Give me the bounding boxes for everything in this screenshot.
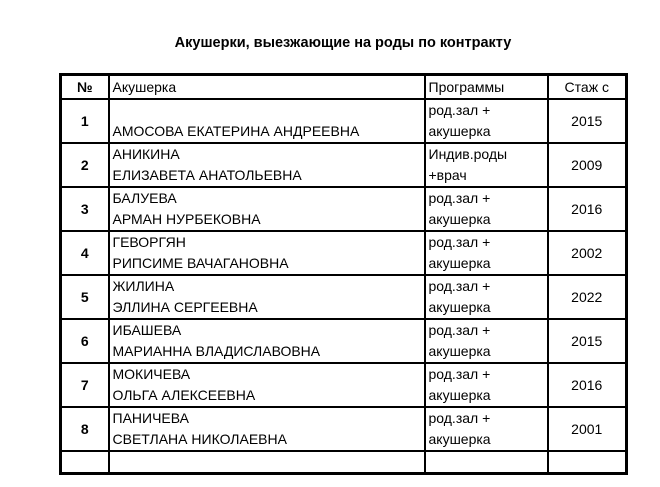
row-number: 6 bbox=[61, 319, 109, 363]
program-line-1: род.зал + bbox=[428, 410, 491, 426]
empty-cell bbox=[425, 451, 548, 474]
table-row bbox=[61, 319, 627, 363]
program-cell bbox=[425, 407, 548, 451]
row-number: 7 bbox=[61, 363, 109, 407]
empty-cell bbox=[548, 451, 627, 474]
program-line-1: род.зал + bbox=[428, 234, 491, 250]
program-line-1: род.зал + bbox=[428, 102, 491, 118]
header-programs: Программы bbox=[425, 75, 548, 100]
table-row bbox=[61, 407, 627, 451]
experience-year: 2001 bbox=[548, 407, 627, 451]
program-line-2: акушерка bbox=[428, 299, 491, 315]
midwife-name bbox=[109, 275, 425, 319]
program-line-1: род.зал + bbox=[428, 366, 491, 382]
name-line-2: АРМАН НУРБЕКОВНА bbox=[112, 211, 261, 227]
table-header-row bbox=[61, 75, 627, 100]
program-line-1: Индив.роды bbox=[428, 146, 508, 162]
experience-year: 2015 bbox=[548, 319, 627, 363]
program-cell bbox=[425, 231, 548, 275]
name-line-2: ЕЛИЗАВЕТА АНАТОЛЬЕВНА bbox=[112, 167, 302, 183]
program-line-2: акушерка bbox=[428, 255, 491, 271]
empty-cell bbox=[61, 451, 109, 474]
name-line-2: АМОСОВА ЕКАТЕРИНА АНДРЕЕВНА bbox=[112, 123, 360, 139]
name-line-2: СВЕТЛАНА НИКОЛАЕВНА bbox=[112, 431, 287, 447]
header-num: № bbox=[61, 75, 109, 100]
row-number: 3 bbox=[61, 187, 109, 231]
program-cell bbox=[425, 319, 548, 363]
midwife-name bbox=[109, 99, 425, 143]
experience-year: 2016 bbox=[548, 363, 627, 407]
table-row bbox=[61, 231, 627, 275]
name-line-1: ГЕВОРГЯН bbox=[112, 234, 186, 250]
midwives-table bbox=[59, 73, 628, 475]
program-line-2: акушерка bbox=[428, 123, 491, 139]
program-line-2: акушерка bbox=[428, 211, 491, 227]
program-cell bbox=[425, 99, 548, 143]
name-line-2: ЭЛЛИНА СЕРГЕЕВНА bbox=[112, 299, 258, 315]
experience-year: 2009 bbox=[548, 143, 627, 187]
experience-year: 2002 bbox=[548, 231, 627, 275]
program-line-1: род.зал + bbox=[428, 322, 491, 338]
midwife-name bbox=[109, 143, 425, 187]
name-line-1: ПАНИЧЕВА bbox=[112, 410, 189, 426]
table-row bbox=[61, 143, 627, 187]
name-line-1: АНИКИНА bbox=[112, 146, 180, 162]
row-number: 4 bbox=[61, 231, 109, 275]
midwife-name bbox=[109, 187, 425, 231]
table-row bbox=[61, 275, 627, 319]
midwife-name bbox=[109, 319, 425, 363]
experience-year: 2022 bbox=[548, 275, 627, 319]
experience-year: 2015 bbox=[548, 99, 627, 143]
program-cell bbox=[425, 275, 548, 319]
program-cell bbox=[425, 143, 548, 187]
row-number: 1 bbox=[61, 99, 109, 143]
name-line-2: ОЛЬГА АЛЕКСЕЕВНА bbox=[112, 387, 256, 403]
name-line-2: МАРИАННА ВЛАДИСЛАВОВНА bbox=[112, 343, 321, 359]
name-line-1 bbox=[110, 100, 424, 121]
name-line-1: ИБАШЕВА bbox=[112, 322, 182, 338]
midwife-name bbox=[109, 407, 425, 451]
experience-year: 2016 bbox=[548, 187, 627, 231]
program-cell bbox=[425, 363, 548, 407]
row-number: 2 bbox=[61, 143, 109, 187]
name-line-1: ЖИЛИНА bbox=[112, 278, 175, 294]
name-line-2: РИПСИМЕ ВАЧАГАНОВНА bbox=[112, 255, 289, 271]
name-line-1: БАЛУЕВА bbox=[112, 190, 177, 206]
midwife-name bbox=[109, 363, 425, 407]
program-line-2: акушерка bbox=[428, 343, 491, 359]
page-title: Акушерки, выезжающие на роды по контракту bbox=[174, 35, 512, 51]
table-row bbox=[61, 363, 627, 407]
row-number: 5 bbox=[61, 275, 109, 319]
program-cell bbox=[425, 187, 548, 231]
header-experience: Стаж с bbox=[548, 75, 627, 100]
program-line-2: акушерка bbox=[428, 431, 491, 447]
row-number: 8 bbox=[61, 407, 109, 451]
program-line-2: акушерка bbox=[428, 387, 491, 403]
header-name: Акушерка bbox=[109, 75, 425, 100]
name-line-1: МОКИЧЕВА bbox=[112, 366, 191, 382]
table-row bbox=[61, 99, 627, 143]
empty-cell bbox=[109, 451, 425, 474]
program-line-2: +врач bbox=[428, 167, 467, 183]
table-row bbox=[61, 187, 627, 231]
midwife-name bbox=[109, 231, 425, 275]
empty-row bbox=[61, 451, 627, 474]
program-line-1: род.зал + bbox=[428, 278, 491, 294]
program-line-1: род.зал + bbox=[428, 190, 491, 206]
